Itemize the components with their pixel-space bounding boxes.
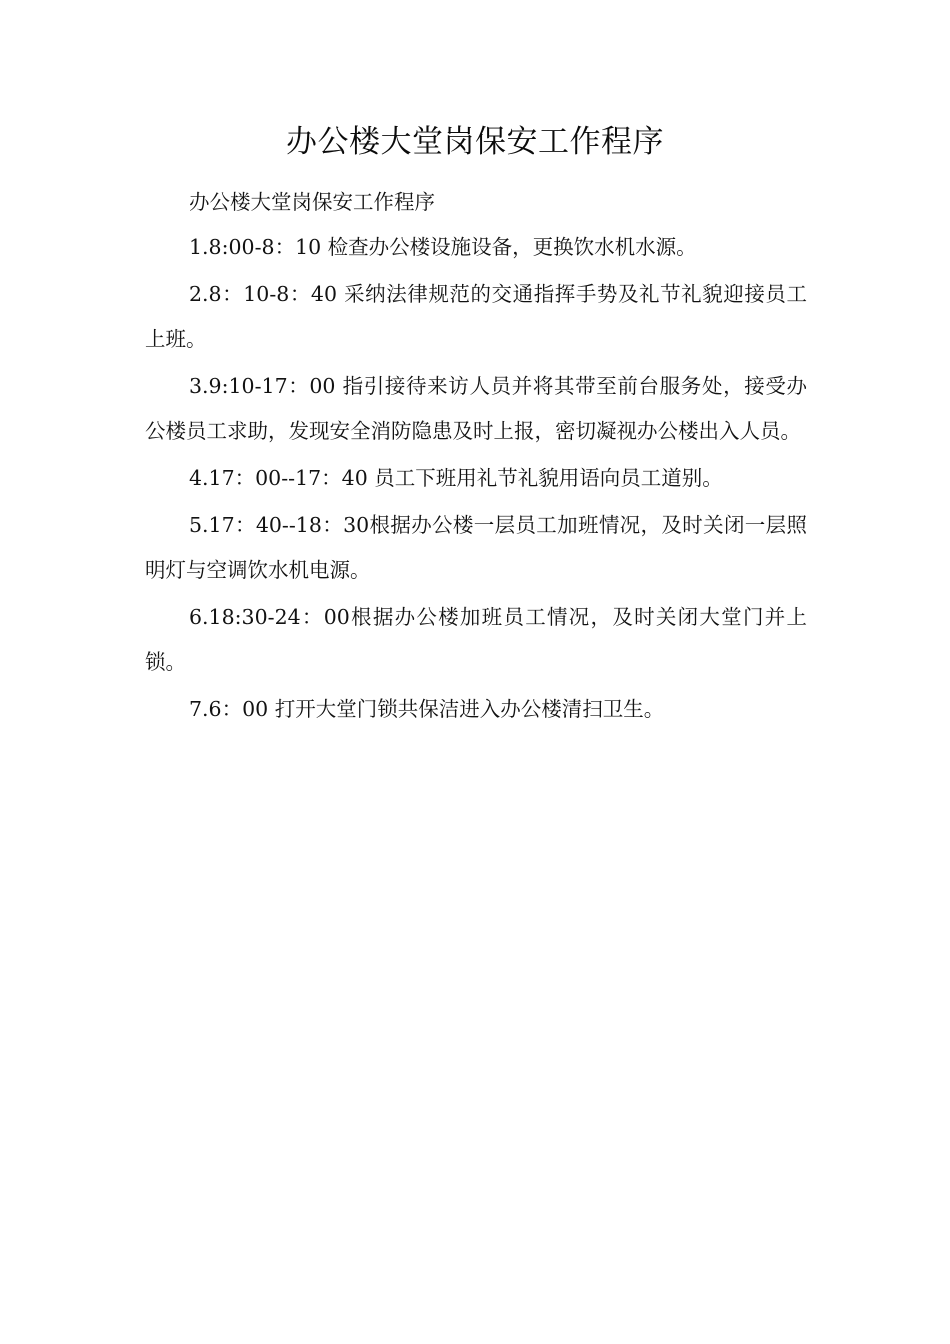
procedure-item-3: 3.9:10-17：00 指引接待来访人员并将其带至前台服务处，接受办公楼员工求助，发现安全消防隐患及时上报，密切凝视办公楼出入人员。 (145, 374, 807, 443)
procedure-item-4: 4.17：00--17：40 员工下班用礼节礼貌用语向员工道别。 (189, 466, 723, 490)
intro-paragraph: 办公楼大堂岗保安工作程序 (189, 190, 435, 214)
procedure-item-7: 7.6：00 打开大堂门锁共保洁进入办公楼清扫卫生。 (189, 697, 665, 721)
procedure-item-2: 2.8：10-8：40 采纳法律规范的交通指挥手势及礼节礼貌迎接员工上班。 (145, 282, 807, 351)
procedure-item-1: 1.8:00-8：10 检查办公楼设施设备，更换饮水机水源。 (189, 235, 697, 259)
procedure-item-5: 5.17：40--18：30根据办公楼一层员工加班情况，及时关闭一层照明灯与空调饮水机电源。 (145, 513, 807, 582)
procedure-item-6: 6.18:30-24：00根据办公楼加班员工情况，及时关闭大堂门并上锁。 (145, 605, 807, 674)
document-body (145, 180, 807, 732)
document-title: 办公楼大堂岗保安工作程序 (286, 124, 664, 160)
